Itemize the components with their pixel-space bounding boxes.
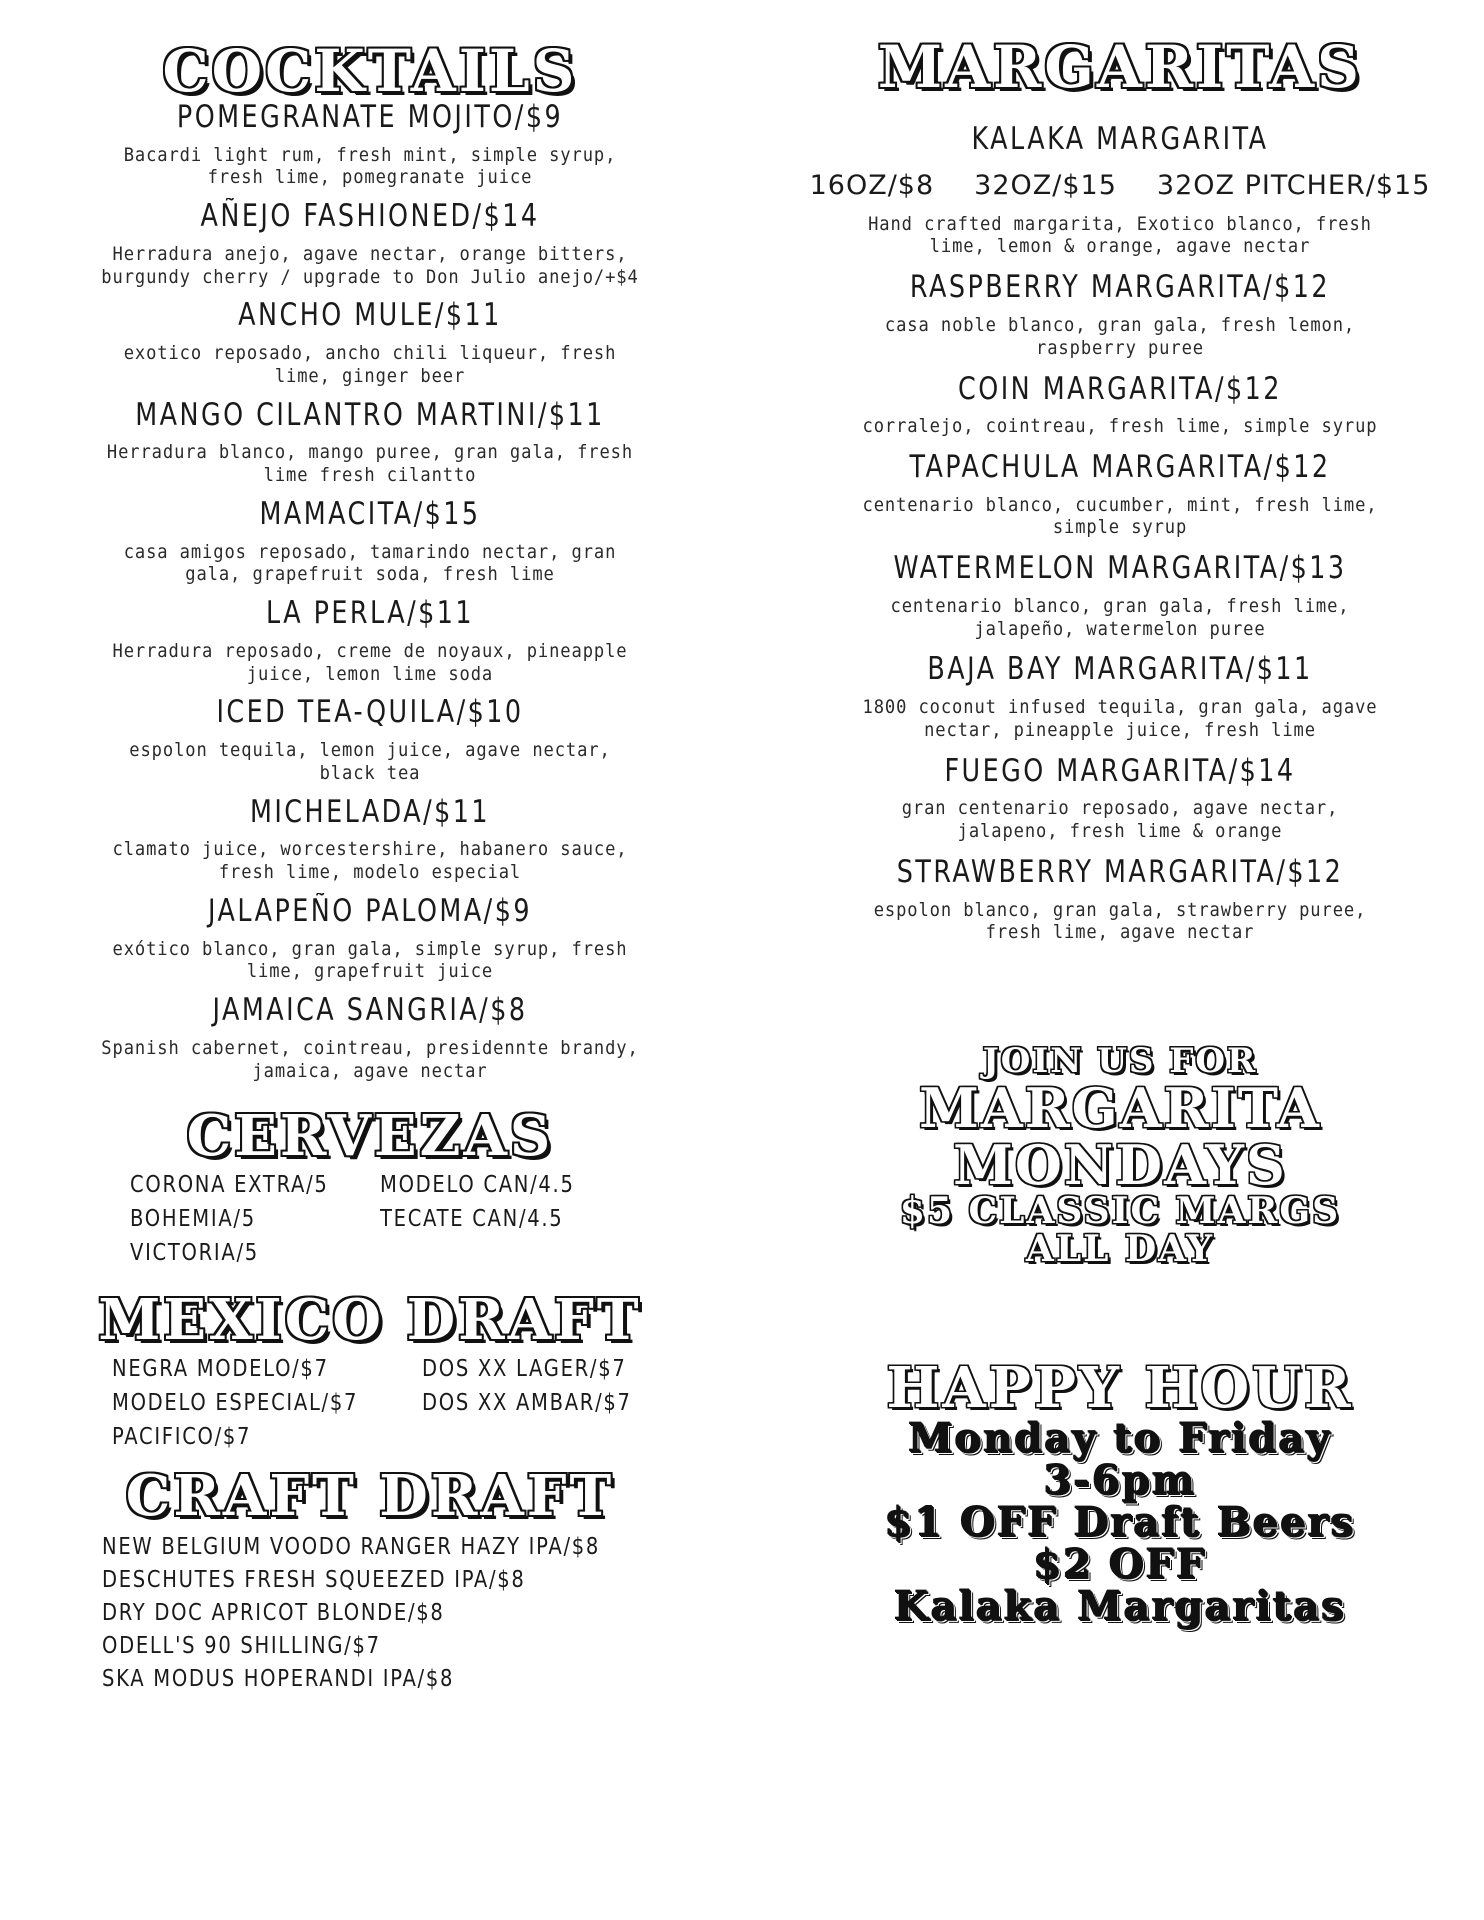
cerveza-item: TECATE CAN/4.5 [380,1206,564,1233]
margarita-desc: casa noble blanco, gran gala, fresh lemon, raspberry puree [884,313,1356,359]
margarita-item [790,551,1450,640]
cocktail-desc: Spanish cabernet, cointreau, presidennte brandy, jamaica, agave nectar [101,1036,639,1082]
craft-draft-item: NEW BELGIUM VOODO RANGER HAZY IPA/$8 [102,1534,601,1561]
margarita-desc: 1800 coconut infused tequila, gran gala, agave nectar, pineapple juice, fresh lime [862,696,1378,741]
cerveza-item: BOHEMIA/5 [130,1206,256,1233]
margarita-desc: centenario blanco, cucumber, mint, fresh lime, simple syrup [862,493,1378,539]
cocktail-name: AÑEJO FASHIONED/$14 [200,198,540,235]
promo-classic-margs-line: $5 CLASSIC MARGS [899,1190,1341,1233]
cocktail-name: JALAPEÑO PALOMA/$9 [208,892,532,929]
happy-hour-line: Monday to Friday [908,1414,1332,1462]
margarita-desc: centenario blanco, gran gala, fresh lime, jalapeño, watermelon puree [890,594,1350,640]
cocktail-name: ICED TEA-QUILA/$10 [216,694,524,731]
happy-hour-line: Kalaka Margaritas [894,1582,1346,1630]
cocktail-desc: Herradura reposado, creme de noyaux, pineapple juice, lemon lime soda [112,639,628,685]
margarita-desc: gran centenario reposado, agave nectar, jalapeno, fresh lime & orange [901,797,1339,843]
cocktail-desc: clamato juice, worcestershire, habanero sauce, fresh lime, modelo especial [112,838,628,884]
cocktail-list [40,100,700,1082]
cocktail-desc: casa amigos reposado, tamarindo nectar, gran gala, grapefruit soda, fresh lime [123,540,617,586]
cocktail-desc: espolon tequila, lemon juice, agave nectar, black tea [129,739,611,784]
margarita-mondays-promo [790,1041,1450,1270]
cocktail-item [40,199,700,288]
margarita-name: BAJA BAY MARGARITA/$11 [927,651,1313,688]
happy-hour-line: $1 OFF Draft Beers [884,1498,1356,1546]
craft-draft-list [102,1534,700,1692]
margarita-name: FUEGO MARGARITA/$14 [944,752,1296,789]
promo-join-line: JOIN US FOR [982,1041,1258,1082]
cocktail-item [40,398,700,487]
cerveza-item: CORONA EXTRA/5 [130,1172,329,1199]
cerveza-item: MODELO CAN/4.5 [380,1172,575,1199]
margarita-name: WATERMELON MARGARITA/$13 [893,550,1347,587]
craft-draft-item: DESCHUTES FRESH SQUEEZED IPA/$8 [102,1567,526,1594]
happy-hour-title: HAPPY HOUR [886,1354,1354,1421]
kalaka-name: KALAKA MARGARITA [971,121,1269,157]
craft-draft-title: CRAFT DRAFT [125,1463,615,1530]
cocktail-name: JAMAICA SANGRIA/$8 [212,992,528,1029]
cocktail-name: MANGO CILANTRO MARTINI/$11 [135,396,605,433]
cocktail-item [40,695,700,784]
cocktail-item [40,497,700,586]
margarita-item [790,270,1450,359]
cocktail-name: LA PERLA/$11 [265,595,474,632]
margarita-name: COIN MARGARITA/$12 [958,370,1282,407]
mexico-draft-item: DOS XX AMBAR/$7 [422,1390,632,1417]
cocktail-name: POMEGRANATE MOJITO/$9 [176,99,564,135]
cervezas-title: CERVEZAS [186,1103,554,1170]
happy-hour-line: $2 OFF [1033,1540,1207,1588]
right-column [790,0,1450,1628]
happy-hour-lines [790,1414,1450,1630]
kalaka-size: 32OZ PITCHER/$15 [1156,169,1431,201]
margaritas-title: MARGARITAS [877,33,1363,101]
craft-draft-item: DRY DOC APRICOT BLONDE/$8 [102,1600,445,1627]
cocktail-desc: Herradura anejo, agave nectar, orange bitters, burgundy cherry / upgrade to Don Julio anejo/+$4 [101,242,639,288]
cocktail-name: ANCHO MULE/$11 [238,297,502,334]
margarita-name: RASPBERRY MARGARITA/$12 [909,269,1331,306]
cocktail-item [40,795,700,884]
craft-draft-item: SKA MODUS HOPERANDI IPA/$8 [102,1666,455,1693]
cocktail-item [40,596,700,685]
cocktail-desc: exótico blanco, gran gala, simple syrup, fresh lime, grapefruit juice [112,937,628,983]
cocktail-item [40,100,700,189]
left-column [40,0,700,1699]
margarita-item [790,754,1450,843]
promo-all-day-line: ALL DAY [1025,1227,1215,1270]
margarita-list [790,270,1450,944]
margarita-item [790,652,1450,741]
mexico-draft-item: MODELO ESPECIAL/$7 [112,1390,359,1417]
kalaka-margarita [790,122,1450,258]
mexico-draft-list [112,1356,700,1450]
margarita-desc: espolon blanco, gran gala, strawberry puree, fresh lime, agave nectar [873,898,1367,944]
cocktail-desc: Bacardi light rum, fresh mint, simple syrup, fresh lime, pomegranate juice [123,143,617,189]
margarita-item [790,450,1450,539]
mexico-draft-title: MEXICO DRAFT [98,1287,642,1354]
margarita-name: STRAWBERRY MARGARITA/$12 [896,853,1344,890]
kalaka-size: 32OZ/$15 [974,169,1117,201]
margarita-name: TAPACHULA MARGARITA/$12 [909,448,1331,485]
mexico-draft-item: NEGRA MODELO/$7 [112,1356,329,1383]
cerveza-list [130,1172,700,1266]
margarita-item [790,855,1450,944]
cocktail-desc: Herradura blanco, mango puree, gran gala, fresh lime fresh cilantto [106,441,634,487]
cocktail-name: MAMACITA/$15 [259,495,481,532]
cocktail-name: MICHELADA/$11 [249,793,491,830]
cocktail-desc: exotico reposado, ancho chili liqueur, fresh lime, ginger beer [123,342,617,387]
mexico-draft-item: DOS XX LAGER/$7 [422,1356,627,1383]
margarita-desc: corralejo, cointreau, fresh lime, simple syrup [862,415,1378,438]
promo-margarita-line: MARGARITA [919,1075,1321,1140]
cocktail-item [40,993,700,1082]
cocktails-title: COCKTAILS [162,37,578,105]
margarita-item [790,372,1450,438]
happy-hour-promo [790,1354,1450,1630]
happy-hour-line: 3-6pm [1043,1456,1197,1504]
cerveza-item: VICTORIA/5 [130,1240,259,1267]
kalaka-desc: Hand crafted margarita, Exotico blanco, fresh lime, lemon & orange, agave nectar [868,212,1372,258]
mexico-draft-item: PACIFICO/$7 [112,1424,252,1451]
cocktail-item [40,298,700,387]
promo-mondays-line: MONDAYS [953,1132,1287,1197]
craft-draft-item: ODELL'S 90 SHILLING/$7 [102,1633,381,1660]
kalaka-size: 16OZ/$8 [809,169,935,201]
kalaka-sizes [790,170,1450,201]
cocktail-item [40,894,700,983]
